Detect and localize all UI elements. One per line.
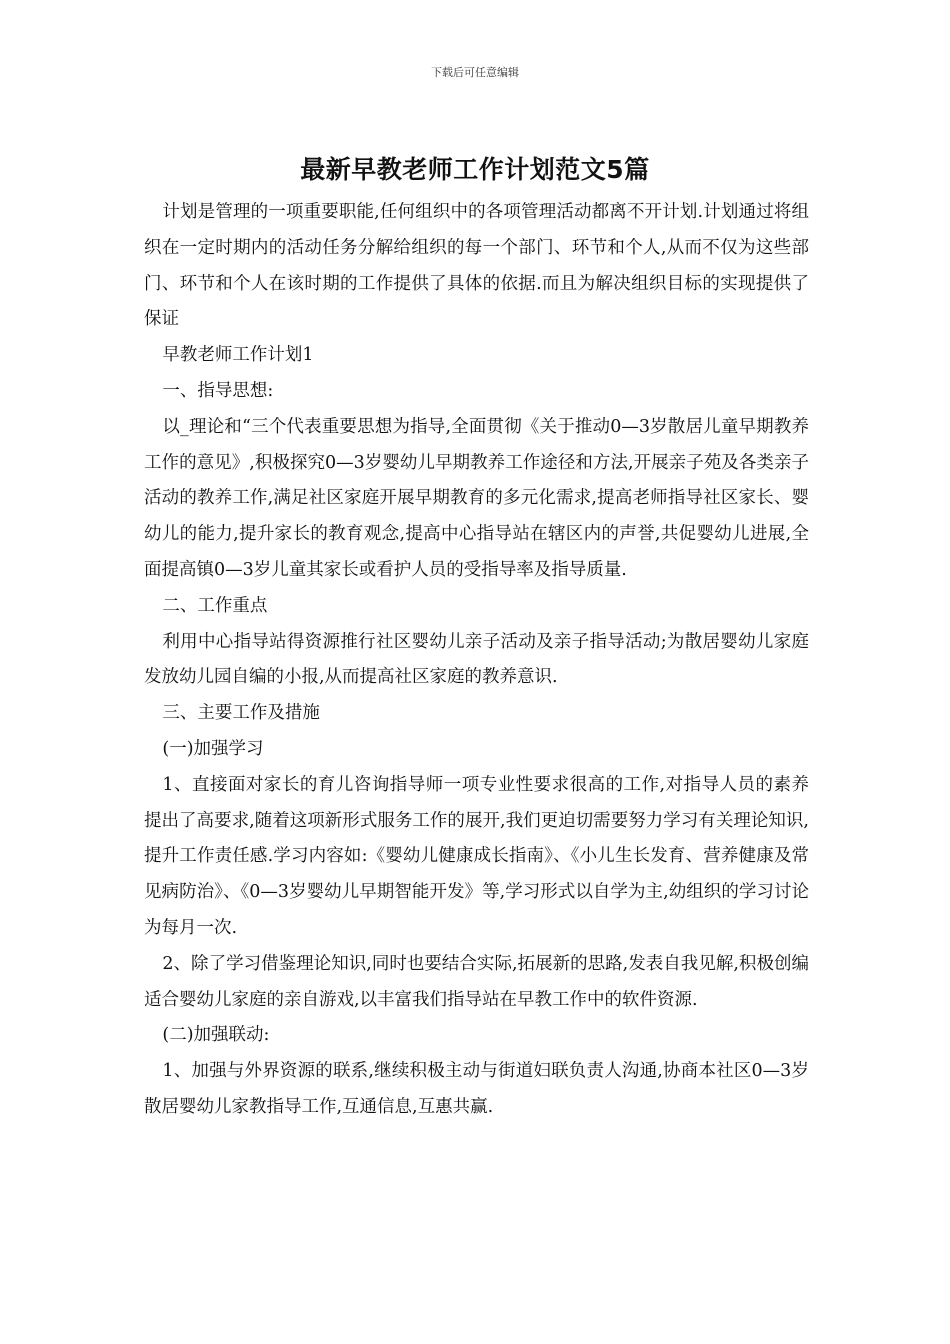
subheading-strengthen-linkage: (二)加强联动:: [162, 1025, 270, 1046]
document-title: 最新早教老师工作计划范文5篇: [300, 155, 650, 184]
guiding-ideology-paragraph: 以_理论和“三个代表重要思想为指导,全面贯彻《关于推动0—3岁散居儿童早期教养工作的意见》,积极探究0—3岁婴幼儿早期教养工作途径和方法,开展亲子苑及各类亲子活动的教养工作,满足社区家庭开展早期教育的多元化需求,提高老师指导社区家长、婴幼儿的能力,提升家长的教育观念,提高中心指导站在辖区内的声誉,共促婴幼儿进展,全面提高镇0—3岁儿童其家长或看护人员的受指导率及指导质量.: [144, 416, 809, 580]
work-focus-paragraph: 利用中心指导站得资源推行社区婴幼儿亲子活动及亲子指导活动;为散居婴幼儿家庭发放幼儿园自编的小报,从而提高社区家庭的教养意识.: [144, 631, 809, 688]
study-item-2-paragraph: 2、除了学习借鉴理论知识,同时也要结合实际,拓展新的思路,发表自我见解,积极创编适合婴幼儿家庭的亲自游戏,以丰富我们指导站在早教工作中的软件资源.: [144, 953, 809, 1010]
subheading-strengthen-study: (一)加强学习: [162, 738, 264, 759]
intro-paragraph: 计划是管理的一项重要职能,任何组织中的各项管理活动都离不开计划.计划通过将组织在一定时期内的活动任务分解给组织的每一个部门、环节和个人,从而不仅为这些部门、环节和个人在该时期的工作提供了具体的依据.而且为解决组织目标的实现提供了保证: [144, 202, 809, 330]
heading-guiding-ideology: 一、指导思想:: [162, 380, 274, 401]
linkage-item-1-paragraph: 1、加强与外界资源的联系,继续积极主动与街道妇联负责人沟通,协商本社区0—3岁散居婴幼儿家教指导工作,互通信息,互惠共赢.: [144, 1061, 809, 1117]
study-item-1-paragraph: 1、直接面对家长的育儿咨询指导师一项专业性要求很高的工作,对指导人员的素养提出了高要求,随着这项新形式服务工作的展开,我们更迫切需要努力学习有关理论知识,提升工作责任感.学习内容如:《婴幼儿健康成长指南》、《小儿生长发育、营养健康及常见病防治》、《0—3岁婴幼儿早期智能开发》等,学习形式以自学为主,幼组织的学习讨论为每月一次.: [144, 774, 809, 938]
section-heading-plan-1: 早教老师工作计划1: [162, 345, 314, 366]
document-body: [144, 195, 809, 1126]
heading-main-work: 三、主要工作及措施: [162, 703, 320, 724]
heading-work-focus: 二、工作重点: [162, 595, 268, 616]
page-header-note: 下载后可任意编辑: [431, 66, 519, 79]
